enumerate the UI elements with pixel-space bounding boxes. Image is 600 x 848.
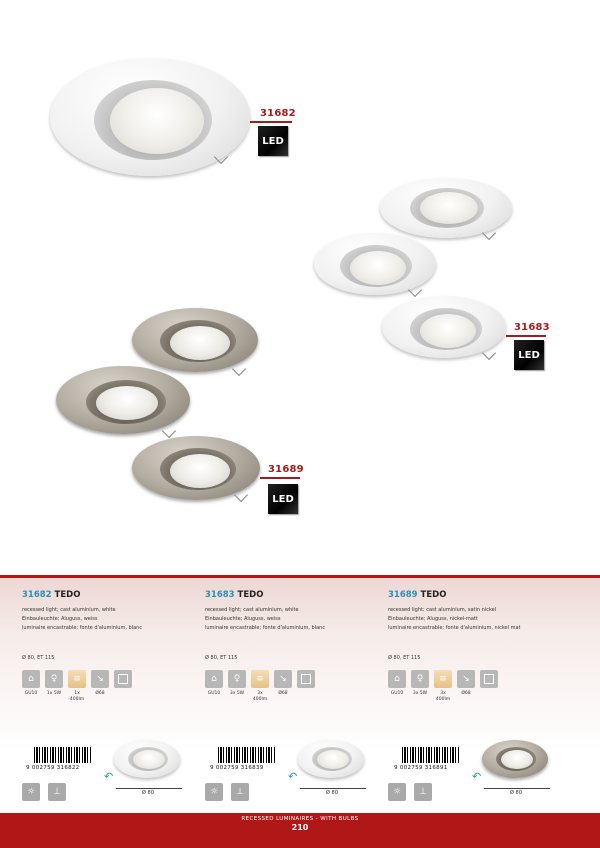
- product-number: 31689: [388, 590, 418, 600]
- dimensions: Ø 80, ET 115: [22, 655, 55, 661]
- footer-section-title: RECESSED LUMINAIRES - WITH BULBS: [241, 816, 359, 822]
- bulb-icon: ♀: [411, 670, 429, 688]
- bulb-included-icon: ☼: [388, 783, 406, 801]
- installation-icon: ⊥: [414, 783, 432, 801]
- barcode-digits: 002759 316822: [31, 765, 80, 771]
- bottom-icons: [22, 783, 66, 801]
- tilt-arrow-icon: ↶: [472, 770, 482, 783]
- dimension-line: [300, 788, 366, 789]
- product-number: 31683: [205, 590, 235, 600]
- spec-label: 3x 400lm: [435, 691, 451, 702]
- product-code-31682: 31682: [260, 108, 296, 119]
- spec-label: 3x 5W: [229, 691, 245, 696]
- bulb-included-icon: ☼: [22, 783, 40, 801]
- lumen-icon: ≡: [434, 670, 452, 688]
- tilt-arrow-icon: ↶: [288, 770, 298, 783]
- bottom-icons: [205, 783, 249, 801]
- spec-label: 3x 5W: [412, 691, 428, 696]
- product-code-31683: 31683: [514, 322, 550, 333]
- barcode-prefix: 9: [210, 765, 214, 771]
- frame-icon: [480, 670, 498, 688]
- page-number: 210: [291, 823, 309, 832]
- lumen-icon: ≡: [68, 670, 86, 688]
- frame-icon: [114, 670, 132, 688]
- code-rule: [260, 477, 300, 479]
- band-top-rule: [0, 575, 600, 578]
- barcode-prefix: 9: [394, 765, 398, 771]
- installation-icon: ⊥: [48, 783, 66, 801]
- barcode-digits: 002759 316839: [215, 765, 264, 771]
- barcode-prefix: 9: [26, 765, 30, 771]
- mini-lamp-31689: [482, 740, 548, 778]
- spec-label: Ø68: [95, 691, 105, 696]
- barcode-number: [210, 765, 264, 771]
- product-column-31689: [388, 590, 568, 661]
- description-fr: luminaire encastrable; fonte d'aluminium, blanc: [205, 625, 326, 631]
- product-heading: [22, 590, 202, 600]
- dimension-label: Ø 80: [510, 790, 522, 796]
- product-code-31689: 31689: [268, 464, 304, 475]
- spec-labels: [205, 691, 315, 703]
- mini-lamp-31682: [114, 740, 180, 778]
- spec-label: [297, 691, 315, 703]
- spec-label: [114, 691, 132, 703]
- mini-lamp-31683: [298, 740, 364, 778]
- dimension-label: Ø 80: [326, 790, 338, 796]
- description-en: recessed light; cast aluminium, white: [22, 607, 116, 613]
- dimensions: Ø 80, ET 115: [388, 655, 421, 661]
- description-de: Einbauleuchte; Aluguss, nickel-matt: [388, 616, 478, 622]
- barcode-number: [26, 765, 80, 771]
- socket-icon: ⌂: [388, 670, 406, 688]
- led-badge: LED: [258, 126, 288, 156]
- dimensions: Ø 80, ET 115: [205, 655, 238, 661]
- code-rule: [250, 121, 292, 123]
- spec-icons: [388, 670, 498, 688]
- product-name: TEDO: [420, 590, 447, 600]
- product-heading: [205, 590, 385, 600]
- spec-label: Ø68: [461, 691, 471, 696]
- product-name: TEDO: [54, 590, 81, 600]
- spec-labels: [22, 691, 132, 703]
- bulb-icon: ♀: [228, 670, 246, 688]
- description-en: recessed light; cast aluminium, satin nickel: [388, 607, 497, 613]
- spec-icons: [205, 670, 315, 688]
- spec-labels: [388, 691, 498, 703]
- spec-label: [480, 691, 498, 703]
- barcode-digits: 002759 316891: [399, 765, 448, 771]
- product-column-31682: [22, 590, 202, 661]
- description-en: recessed light; cast aluminium, white: [205, 607, 299, 613]
- cutout-icon: ↘: [91, 670, 109, 688]
- bottom-icons: [388, 783, 432, 801]
- bulb-icon: ♀: [45, 670, 63, 688]
- spec-label: GU10: [24, 691, 38, 696]
- spec-label: GU10: [207, 691, 221, 696]
- spec-label: Ø68: [278, 691, 288, 696]
- code-rule: [506, 335, 546, 337]
- led-badge: LED: [514, 340, 544, 370]
- dimension-label: Ø 80: [142, 790, 154, 796]
- tilt-arrow-icon: ↶: [104, 770, 114, 783]
- product-name: TEDO: [237, 590, 264, 600]
- cutout-icon: ↘: [274, 670, 292, 688]
- page-footer: [0, 813, 600, 848]
- spec-label: GU10: [390, 691, 404, 696]
- product-heading: [388, 590, 568, 600]
- product-column-31683: [205, 590, 385, 661]
- spec-label: 3x 400lm: [252, 691, 268, 702]
- led-badge: LED: [268, 484, 298, 514]
- cutout-icon: ↘: [457, 670, 475, 688]
- dimension-line: [116, 788, 182, 789]
- barcode-number: [394, 765, 448, 771]
- description-fr: luminaire encastrable; fonte d'aluminium, blanc: [22, 625, 143, 631]
- installation-icon: ⊥: [231, 783, 249, 801]
- socket-icon: ⌂: [22, 670, 40, 688]
- lumen-icon: ≡: [251, 670, 269, 688]
- spec-icons: [22, 670, 132, 688]
- product-number: 31682: [22, 590, 52, 600]
- description-de: Einbauleuchte; Aluguss, weiss: [22, 616, 98, 622]
- frame-icon: [297, 670, 315, 688]
- description-fr: luminaire encastrable; fonte d'aluminium, nickel mat: [388, 625, 521, 631]
- dimension-line: [484, 788, 550, 789]
- socket-icon: ⌂: [205, 670, 223, 688]
- spec-label: 1x 400lm: [69, 691, 85, 702]
- spec-label: 1x 5W: [46, 691, 62, 696]
- description-de: Einbauleuchte; Aluguss, weiss: [205, 616, 281, 622]
- bulb-included-icon: ☼: [205, 783, 223, 801]
- lamp-31689-photo-2: [56, 366, 190, 434]
